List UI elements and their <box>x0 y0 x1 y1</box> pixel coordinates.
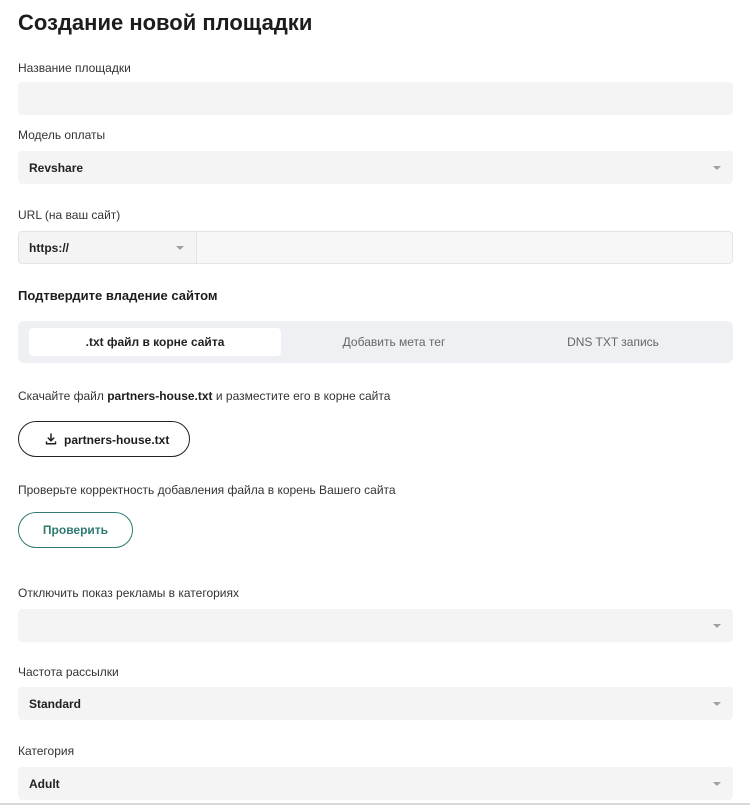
chevron-down-icon <box>713 702 721 706</box>
chevron-down-icon <box>713 624 721 628</box>
protocol-value: https:// <box>29 241 69 255</box>
site-name-label: Название площадки <box>18 61 131 75</box>
category-label: Категория <box>18 744 75 758</box>
frequency-label: Частота рассылки <box>18 665 119 679</box>
url-label: URL (на ваш сайт) <box>18 208 121 222</box>
frequency-value: Standard <box>29 697 82 711</box>
chevron-down-icon <box>713 782 721 786</box>
chevron-down-icon <box>713 166 721 170</box>
page-title: Создание новой площадки <box>18 10 313 35</box>
verify-section-title: Подтвердите владение сайтом <box>18 288 218 303</box>
url-input[interactable] <box>197 231 733 264</box>
site-name-input[interactable] <box>18 82 733 115</box>
chevron-down-icon <box>176 246 184 250</box>
payment-model-select[interactable] <box>18 151 733 184</box>
tab-meta-tag[interactable]: Добавить мета тег <box>342 335 446 349</box>
frequency-select[interactable] <box>18 687 733 720</box>
payment-model-value: Revshare <box>29 161 84 175</box>
tab-dns-txt[interactable]: DNS TXT запись <box>567 335 659 349</box>
url-field-group <box>18 231 733 264</box>
download-file-button[interactable] <box>18 421 190 457</box>
check-button[interactable]: Проверить <box>18 512 133 548</box>
category-value: Adult <box>29 777 60 791</box>
verify-method-tabs <box>18 321 733 363</box>
payment-model-label: Модель оплаты <box>18 128 106 142</box>
protocol-select[interactable] <box>18 231 197 264</box>
tab-txt-file[interactable]: .txt файл в корне сайта <box>29 328 281 356</box>
download-instructions <box>18 389 390 403</box>
download-button-label: partners-house.txt <box>64 433 170 447</box>
disable-ads-label: Отключить показ рекламы в категориях <box>18 586 239 600</box>
category-select[interactable] <box>18 767 733 800</box>
check-instructions: Проверьте корректность добавления файла в корень Вашего сайта <box>18 483 396 497</box>
download-text-file: partners-house.txt <box>107 389 213 403</box>
download-text-prefix: Скачайте файл <box>18 389 108 403</box>
disable-ads-select[interactable] <box>18 609 733 642</box>
download-text-suffix: и разместите его в корне сайта <box>212 389 391 403</box>
download-icon <box>45 433 57 445</box>
